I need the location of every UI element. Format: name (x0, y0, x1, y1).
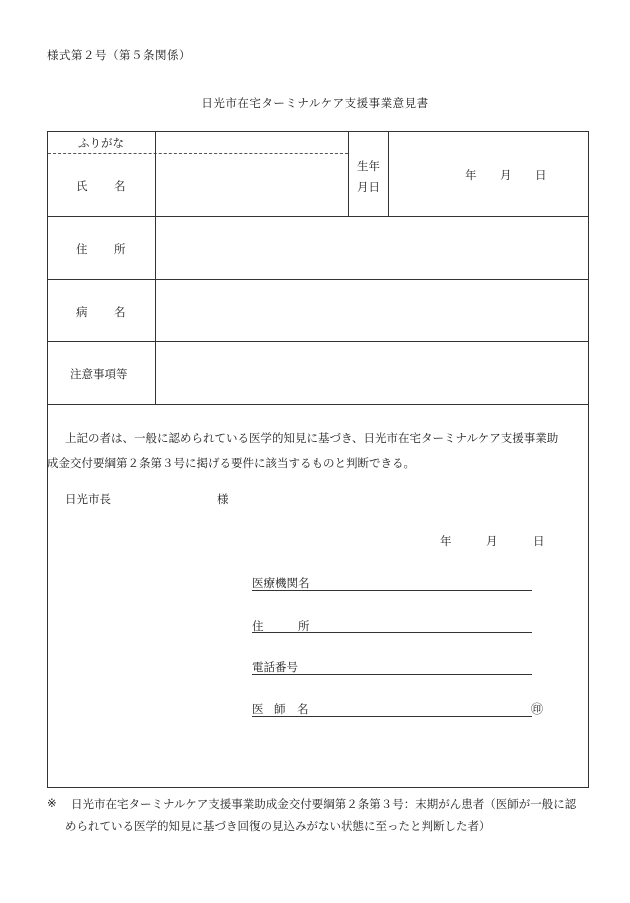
date-year: 年 (440, 534, 452, 548)
dob-label-right-divider (388, 132, 389, 216)
disease-label-char1: 病 (76, 305, 88, 319)
footnote-mark: ※ (47, 796, 57, 810)
disease-label-char2: 名 (114, 305, 126, 319)
row-divider-2 (48, 279, 588, 280)
phone-underline (252, 674, 532, 675)
doctor-label-char1: 医 (252, 702, 264, 716)
footnote-line-1: 日光市在宅ターミナルケア支援事業助成金交付要綱第２条第３号：末期がん患者（医師が一般に認 (71, 797, 577, 811)
doctor-underline (252, 716, 532, 717)
label-column-divider (155, 132, 156, 404)
address-underline (252, 632, 532, 633)
row-divider-4 (48, 404, 588, 405)
furigana-divider (48, 153, 348, 154)
statement-line-1: 上記の者は、一般に認められている医学的知見に基づき、日光市在宅ターミナルケア支援事業助 (65, 431, 559, 445)
name-label-char2: 名 (114, 179, 126, 193)
notes-label: 注意事項等 (70, 367, 128, 381)
seal-mark: ㊞ (531, 702, 544, 716)
document-title: 日光市在宅ターミナルケア支援事業意見書 (201, 96, 429, 110)
date-day: 日 (533, 534, 545, 548)
institution-underline (252, 590, 532, 591)
furigana-label: ふりがな (78, 136, 124, 150)
dob-year-label: 年 (465, 168, 477, 182)
sig-address-label-char1: 住 (252, 619, 264, 633)
footnote-line-2: められている医学的知見に基づき回復の見込みがない状態に至ったと判断した者） (65, 819, 491, 833)
doctor-label-char3: 名 (297, 702, 309, 716)
dob-day-label: 日 (535, 168, 547, 182)
form-reference: 様式第２号（第５条関係） (47, 48, 191, 62)
name-label-char1: 氏 (76, 179, 88, 193)
addressee-honorific: 様 (217, 492, 229, 506)
dob-label-line1: 生年 (357, 159, 380, 173)
address-label-char2: 所 (114, 242, 126, 256)
phone-label: 電話番号 (252, 660, 298, 674)
dob-label-left-divider (348, 132, 349, 216)
statement-line-2: 成金交付要綱第２条第３号に掲げる要件に該当するものと判断できる。 (47, 456, 415, 470)
doctor-label-char2: 師 (274, 702, 286, 716)
dob-month-label: 月 (500, 168, 512, 182)
row-divider-3 (48, 341, 588, 342)
row-divider-1 (48, 216, 588, 217)
statement-text (65, 426, 585, 451)
addressee-mayor: 日光市長 (65, 492, 111, 506)
dob-label-line2: 月日 (357, 180, 380, 194)
date-month: 月 (486, 534, 498, 548)
address-label-char1: 住 (76, 242, 88, 256)
institution-label: 医療機関名 (252, 576, 310, 590)
statement-text-cont (47, 451, 567, 476)
sig-address-label-char2: 所 (298, 619, 310, 633)
